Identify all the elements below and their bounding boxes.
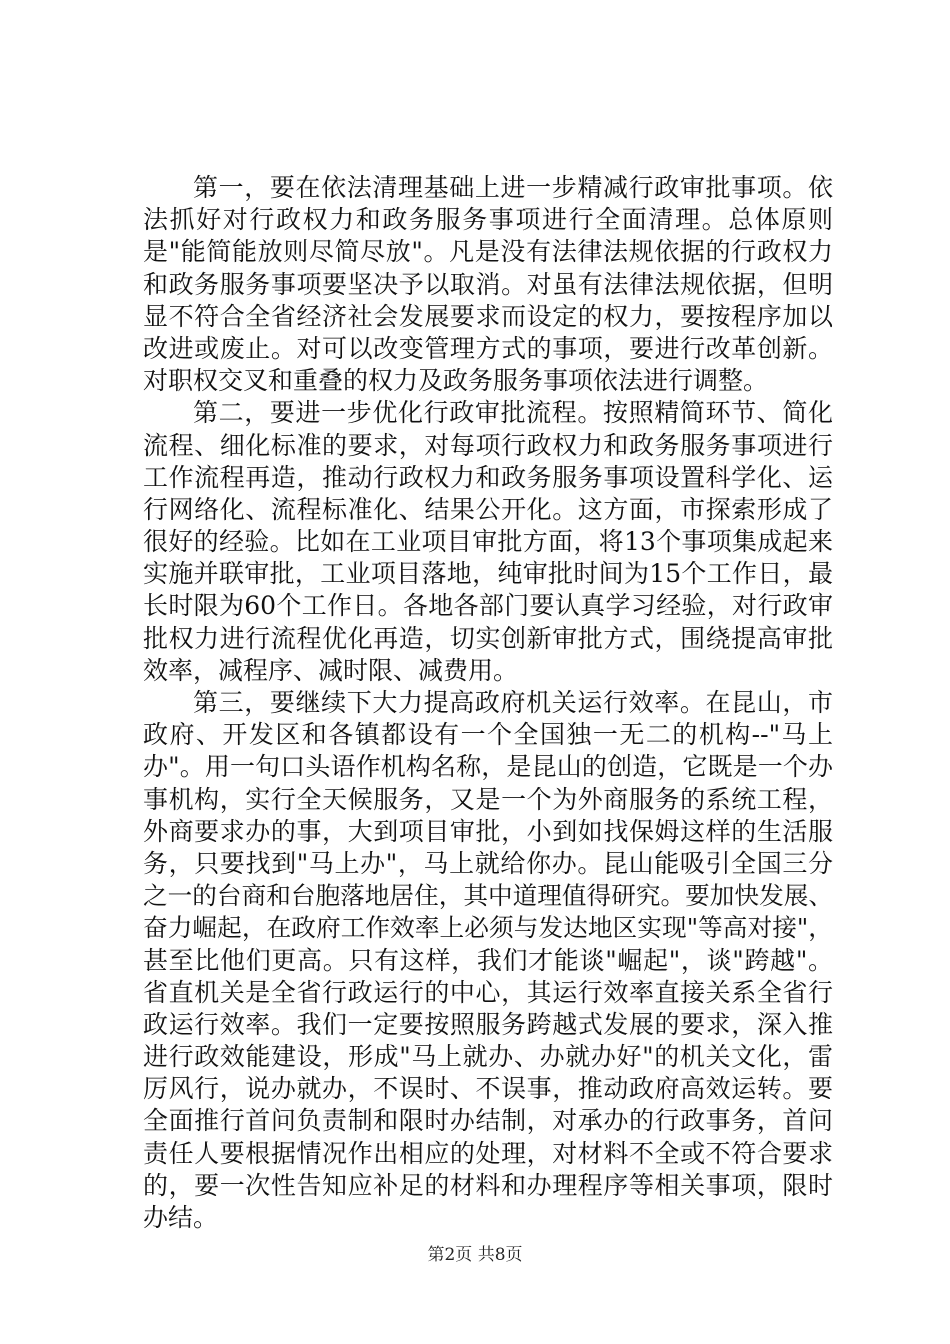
paragraph-line: 事机构，实行全天候服务，又是一个为外商服务的系统工程，: [143, 784, 833, 814]
paragraph-line: 奋力崛起，在政府工作效率上必须与发达地区实现"等高对接"，: [143, 913, 833, 943]
document-body: [143, 172, 833, 1234]
paragraph-line: 很好的经验。比如在工业项目审批方面，将13个事项集成起来: [143, 527, 833, 557]
paragraph-line: 责任人要根据情况作出相应的处理，对材料不全或不符合要求: [143, 1138, 833, 1168]
paragraph-line: 政府、开发区和各镇都设有一个全国独一无二的机构--"马上: [143, 720, 833, 750]
page-number-footer: 第2页 共8页: [427, 1245, 523, 1265]
paragraph-line: 第一，要在依法清理基础上进一步精减行政审批事项。依: [193, 173, 833, 202]
paragraph-line: 改进或废止。对可以改变管理方式的事项，要进行改革创新。: [143, 333, 833, 363]
paragraph-line: 甚至比他们更高。只有这样，我们才能谈"崛起"，谈"跨越"。: [143, 945, 833, 975]
paragraph-line: 全面推行首问负责制和限时办结制，对承办的行政事务，首问: [143, 1106, 833, 1136]
paragraph-line: 办"。用一句口头语作机构名称，是昆山的创造，它既是一个办: [143, 752, 833, 782]
paragraph-line: 对职权交叉和重叠的权力及政务服务事项依法进行调整。: [143, 366, 769, 396]
paragraph-line: 和政务服务事项要坚决予以取消。对虽有法律法规依据，但明: [143, 269, 833, 299]
paragraph-line: 政运行效率。我们一定要按照服务跨越式发展的要求，深入推: [143, 1009, 833, 1039]
paragraph-line: 流程、细化标准的要求，对每项行政权力和政务服务事项进行: [143, 430, 833, 460]
paragraph-line: 第二，要进一步优化行政审批流程。按照精简环节、简化: [193, 398, 833, 428]
paragraph-line: 效率，减程序、减时限、减费用。: [143, 655, 519, 685]
paragraph-1: [143, 172, 833, 397]
paragraph-line: 批权力进行流程优化再造，切实创新审批方式，围绕提高审批: [143, 623, 833, 653]
paragraph-line: 办结。: [143, 1203, 219, 1232]
paragraph-line: 外商要求办的事，大到项目审批，小到如找保姆这样的生活服: [143, 816, 833, 846]
paragraph-line: 行网络化、流程标准化、结果公开化。这方面，市探索形成了: [143, 494, 833, 524]
paragraph-2: [143, 397, 833, 687]
paragraph-3: [143, 687, 833, 1234]
paragraph-line: 实施并联审批，工业项目落地，纯审批时间为15个工作日，最: [143, 559, 833, 589]
paragraph-line: 厉风行，说办就办，不误时、不误事，推动政府高效运转。要: [143, 1074, 833, 1104]
paragraph-line: 务，只要找到"马上办"，马上就给你办。昆山能吸引全国三分: [143, 848, 833, 878]
paragraph-line: 进行政效能建设，形成"马上就办、办就办好"的机关文化，雷: [143, 1042, 833, 1072]
paragraph-line: 省直机关是全省行政运行的中心，其运行效率直接关系全省行: [143, 977, 833, 1007]
paragraph-line: 法抓好对行政权力和政务服务事项进行全面清理。总体原则: [143, 205, 833, 235]
paragraph-line: 显不符合全省经济社会发展要求而设定的权力，要按程序加以: [143, 301, 833, 331]
paragraph-line: 第三，要继续下大力提高政府机关运行效率。在昆山，市: [193, 688, 833, 717]
paragraph-line: 工作流程再造，推动行政权力和政务服务事项设置科学化、运: [143, 462, 833, 492]
paragraph-line: 之一的台商和台胞落地居住，其中道理值得研究。要加快发展、: [143, 881, 833, 911]
paragraph-line: 是"能简能放则尽简尽放"。凡是没有法律法规依据的行政权力: [143, 237, 833, 267]
paragraph-line: 的，要一次性告知应补足的材料和办理程序等相关事项，限时: [143, 1170, 833, 1200]
paragraph-line: 长时限为60个工作日。各地各部门要认真学习经验，对行政审: [143, 591, 833, 621]
